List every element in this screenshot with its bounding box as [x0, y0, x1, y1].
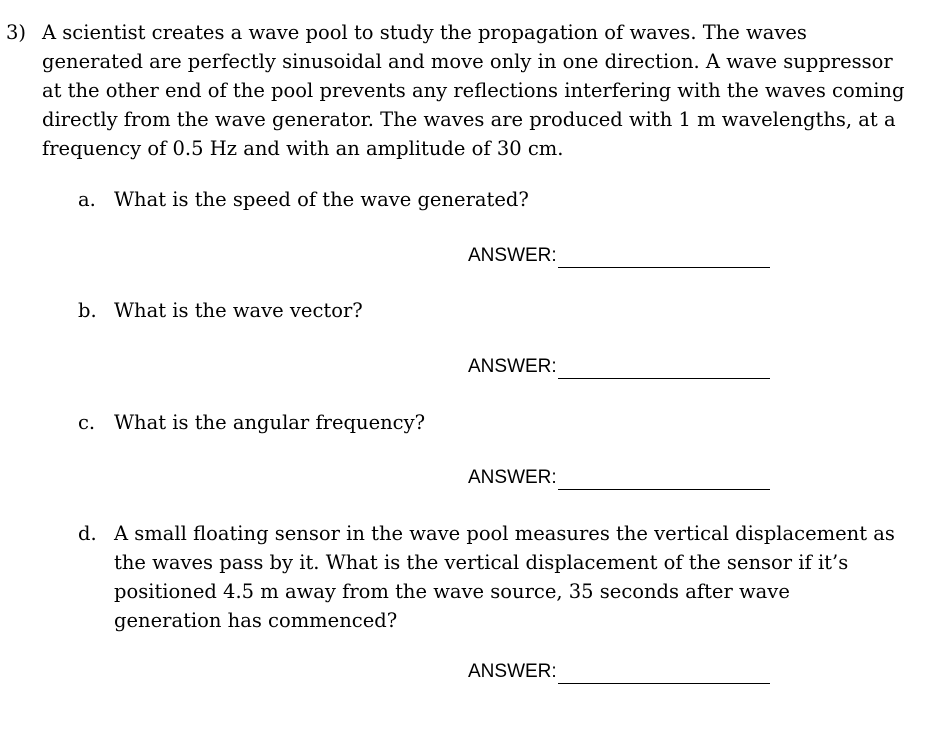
question-letter: b.	[78, 299, 97, 322]
answer-label: ANSWER:	[468, 467, 557, 488]
answer-a	[468, 244, 788, 268]
answer-blank[interactable]	[558, 249, 770, 268]
question-letter: d.	[78, 522, 97, 545]
question-b	[78, 296, 898, 325]
question-a	[78, 185, 898, 214]
answer-b	[468, 355, 788, 379]
question-text: What is the wave vector?	[114, 299, 363, 322]
question-text: A small floating sensor in the wave pool measures the vertical displacement as the waves pass by it. What is the vertical displacement of the sensor if it’s positioned 4.5 m away from the wave source, 35 seconds after wave generation has commenced?	[114, 522, 895, 632]
answer-label: ANSWER:	[468, 245, 557, 266]
answer-blank[interactable]	[558, 360, 770, 379]
answer-label: ANSWER:	[468, 356, 557, 377]
answer-c	[468, 466, 788, 490]
answer-label: ANSWER:	[468, 661, 557, 682]
question-letter: a.	[78, 188, 96, 211]
answer-blank[interactable]	[558, 471, 770, 490]
problem-number: 3)	[6, 21, 27, 44]
answer-blank[interactable]	[558, 665, 770, 684]
problem-statement: A scientist creates a wave pool to study the propagation of waves. The waves generated are perfectly sinusoidal and move only in one direction. A wave suppressor at the other end of the pool prevents any reflections interfering with the waves coming directly from the wave generator. The waves are produced with 1 m wavelengths, at a frequency of 0.5 Hz and with an amplitude of 30 cm.	[42, 21, 905, 160]
question-c	[78, 408, 898, 437]
answer-d	[468, 660, 788, 684]
question-text: What is the angular frequency?	[114, 411, 426, 434]
problem-3	[6, 18, 906, 163]
question-letter: c.	[78, 411, 96, 434]
question-d	[78, 519, 898, 635]
question-text: What is the speed of the wave generated?	[114, 188, 529, 211]
